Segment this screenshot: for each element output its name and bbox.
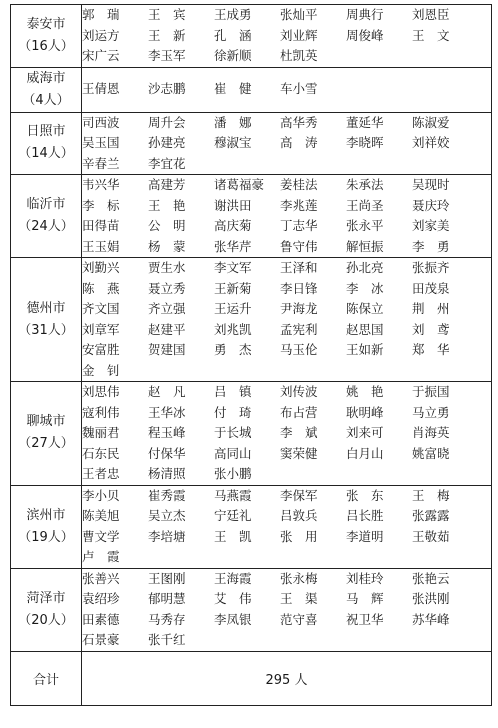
city-row xyxy=(11,5,492,68)
person-name: 张 用 xyxy=(280,528,318,544)
person-name: 董延华 xyxy=(346,114,384,130)
person-name: 金 钊 xyxy=(82,362,120,378)
person-name: 沙志鹏 xyxy=(148,81,186,97)
person-name: 穆淑宝 xyxy=(214,135,252,150)
person-name: 窦荣健 xyxy=(280,445,318,461)
person-name: 司西波 xyxy=(82,114,120,130)
person-name: 王倩恩 xyxy=(82,81,120,97)
city-row xyxy=(11,67,492,112)
city-label-cell xyxy=(11,258,82,382)
person-name: 聂立秀 xyxy=(148,280,186,296)
city-name: 菏泽市 xyxy=(26,590,66,606)
city-name: 聊城市 xyxy=(26,414,66,430)
person-name: 寇利伟 xyxy=(82,404,120,420)
name-grid xyxy=(82,486,491,568)
person-name: 白月山 xyxy=(346,445,384,461)
person-name: 卢 霞 xyxy=(82,549,120,564)
person-name: 杜凯英 xyxy=(280,48,318,63)
person-name: 李 冰 xyxy=(346,280,384,296)
person-name: 王尚圣 xyxy=(346,197,384,213)
person-name: 张善兴 xyxy=(82,570,120,586)
person-name: 徐新顺 xyxy=(214,48,252,63)
person-name: 吴现时 xyxy=(412,177,450,192)
person-name: 陈 燕 xyxy=(82,280,120,296)
person-name: 于长城 xyxy=(214,425,252,440)
person-name: 车小雪 xyxy=(280,81,318,97)
person-name: 李 斌 xyxy=(280,425,318,440)
person-name: 李玉军 xyxy=(148,48,186,63)
person-name: 赵思国 xyxy=(346,321,384,337)
person-name: 李保军 xyxy=(280,487,318,503)
person-name: 于振国 xyxy=(412,384,450,399)
person-name: 尹海龙 xyxy=(280,301,318,316)
person-name: 齐立强 xyxy=(148,301,186,316)
name-grid xyxy=(82,569,491,651)
person-name: 范守喜 xyxy=(280,611,318,627)
person-name: 李文军 xyxy=(214,260,252,275)
person-name: 宁廷礼 xyxy=(214,508,252,523)
person-name: 李道明 xyxy=(346,528,384,544)
person-name: 孙建亮 xyxy=(148,135,186,150)
person-name: 张小鹏 xyxy=(214,466,252,481)
person-name: 荆 州 xyxy=(412,301,450,316)
person-name: 李宜花 xyxy=(148,155,186,171)
person-name: 田素德 xyxy=(82,611,120,627)
person-name: 张振齐 xyxy=(412,260,450,275)
person-name: 郁明慧 xyxy=(148,591,186,606)
person-name: 崔秀霞 xyxy=(148,487,186,503)
city-count: （27人） xyxy=(18,436,74,452)
person-name: 刘恩臣 xyxy=(412,7,450,22)
city-name: 威海市 xyxy=(26,70,66,86)
city-names-cell xyxy=(82,112,492,175)
person-name: 王 梅 xyxy=(412,487,450,503)
person-name: 潘 娜 xyxy=(214,114,252,130)
city-label-cell xyxy=(11,112,82,175)
city-name: 日照市 xyxy=(26,124,66,140)
name-grid xyxy=(82,79,491,100)
person-name: 李晓晖 xyxy=(346,135,384,150)
name-grid xyxy=(82,113,491,175)
total-value: 295 人 xyxy=(82,651,492,705)
person-name: 王者忠 xyxy=(82,466,120,481)
person-name: 马立勇 xyxy=(412,404,450,420)
person-name: 李凤银 xyxy=(214,611,252,627)
person-name: 付 琦 xyxy=(214,404,252,420)
person-name: 田得苗 xyxy=(82,218,120,233)
city-names-cell xyxy=(82,382,492,486)
city-name: 德州市 xyxy=(26,300,66,316)
person-name: 宋广云 xyxy=(82,48,120,63)
person-name: 公 明 xyxy=(148,218,186,233)
person-name: 吴玉国 xyxy=(82,135,120,150)
city-label-cell xyxy=(11,382,82,486)
city-name: 泰安市 xyxy=(26,16,66,32)
person-name: 张华芹 xyxy=(214,238,252,254)
person-name: 周俊峰 xyxy=(346,27,384,43)
city-label-cell xyxy=(11,67,82,112)
person-name: 耿明峰 xyxy=(346,404,384,420)
person-name: 张千红 xyxy=(148,632,186,647)
person-name: 辛春兰 xyxy=(82,155,120,171)
city-names-cell xyxy=(82,258,492,382)
person-name: 石东民 xyxy=(82,445,120,461)
city-label-cell xyxy=(11,175,82,258)
city-names-cell xyxy=(82,175,492,258)
person-name: 王 文 xyxy=(412,27,450,43)
name-grid xyxy=(82,175,491,257)
person-name: 陈保立 xyxy=(346,301,384,316)
person-name: 吴立杰 xyxy=(148,508,186,523)
roster-table xyxy=(10,4,492,706)
person-name: 姜桂法 xyxy=(280,177,318,192)
person-name: 贺建国 xyxy=(148,342,186,357)
city-count: （31人） xyxy=(18,322,74,338)
city-row xyxy=(11,258,492,382)
city-row xyxy=(11,112,492,175)
person-name: 马 辉 xyxy=(346,591,384,606)
person-name: 赵 凡 xyxy=(148,384,186,399)
person-name: 诸葛福豪 xyxy=(214,177,265,192)
person-name: 刘业辉 xyxy=(280,27,318,43)
city-count: （24人） xyxy=(18,219,74,234)
person-name: 王 宾 xyxy=(148,7,186,22)
person-name: 周升会 xyxy=(148,114,186,130)
person-name: 田茂泉 xyxy=(412,280,450,296)
person-name: 聂庆玲 xyxy=(412,197,450,213)
person-name: 张永平 xyxy=(346,218,384,233)
person-name: 张灿平 xyxy=(280,7,318,22)
person-name: 刘勤兴 xyxy=(82,260,120,275)
person-name: 刘来可 xyxy=(346,425,384,440)
person-name: 孟宪利 xyxy=(280,321,318,337)
city-names-cell xyxy=(82,5,492,68)
city-names-cell xyxy=(82,67,492,112)
city-row xyxy=(11,485,492,568)
person-name: 贾生水 xyxy=(148,260,186,275)
person-name: 付保华 xyxy=(148,445,186,461)
person-name: 吕敦兵 xyxy=(280,508,318,523)
person-name: 王 渠 xyxy=(280,591,318,606)
person-name: 王华冰 xyxy=(148,404,186,420)
city-label-cell xyxy=(11,5,82,68)
city-count: （14人） xyxy=(18,146,74,162)
person-name: 姚 艳 xyxy=(346,384,384,399)
person-name: 刘祥姣 xyxy=(412,135,450,150)
person-name: 刘运方 xyxy=(82,27,120,43)
person-name: 吕长胜 xyxy=(346,508,384,523)
person-name: 陈美旭 xyxy=(82,508,120,523)
person-name: 朱承法 xyxy=(346,177,384,192)
person-name: 袁绍珍 xyxy=(82,591,120,606)
person-name: 王如新 xyxy=(346,342,384,357)
person-name: 刘传波 xyxy=(280,384,318,399)
person-name: 郑 华 xyxy=(412,342,450,357)
city-names-cell xyxy=(82,568,492,651)
name-grid xyxy=(82,382,491,485)
person-name: 王运升 xyxy=(214,301,252,316)
person-name: 马玉伦 xyxy=(280,342,318,357)
person-name: 刘家美 xyxy=(412,218,450,233)
city-count: （4人） xyxy=(22,92,70,108)
person-name: 张艳云 xyxy=(412,570,450,586)
name-grid xyxy=(82,5,491,67)
person-name: 王 凯 xyxy=(214,528,252,544)
person-name: 肖海英 xyxy=(412,425,450,440)
person-name: 马秀存 xyxy=(148,611,186,627)
person-name: 王成勇 xyxy=(214,7,252,22)
person-name: 曹文学 xyxy=(82,528,120,544)
total-label: 合计 xyxy=(11,651,82,705)
city-count: （16人） xyxy=(18,38,74,54)
person-name: 陈淑爱 xyxy=(412,114,450,130)
person-name: 李兆莲 xyxy=(280,197,318,213)
person-name: 高庆菊 xyxy=(214,218,252,233)
person-name: 刘桂玲 xyxy=(346,570,384,586)
person-name: 马燕霞 xyxy=(214,487,252,503)
person-name: 李 标 xyxy=(82,197,120,213)
person-name: 高 涛 xyxy=(280,135,318,150)
person-name: 王泽和 xyxy=(280,260,318,275)
total-row xyxy=(11,651,492,705)
person-name: 刘章军 xyxy=(82,321,120,337)
person-name: 李 勇 xyxy=(412,238,450,254)
city-row xyxy=(11,568,492,651)
person-name: 王图刚 xyxy=(148,570,186,586)
person-name: 勇 杰 xyxy=(214,342,252,357)
person-name: 姚富晓 xyxy=(412,445,450,461)
city-count: （20人） xyxy=(18,612,74,628)
person-name: 苏华峰 xyxy=(412,611,450,627)
person-name: 李小贝 xyxy=(82,487,120,503)
person-name: 祝卫华 xyxy=(346,611,384,627)
city-label-cell xyxy=(11,568,82,651)
person-name: 刘思伟 xyxy=(82,384,120,399)
person-name: 高同山 xyxy=(214,445,252,461)
person-name: 丁志华 xyxy=(280,218,318,233)
person-name: 李日锋 xyxy=(280,280,318,296)
person-name: 高建芳 xyxy=(148,177,186,192)
person-name: 高华秀 xyxy=(280,114,318,130)
city-row xyxy=(11,175,492,258)
person-name: 刘兆凯 xyxy=(214,321,252,337)
person-name: 孔 涵 xyxy=(214,27,252,43)
person-name: 张 东 xyxy=(346,487,384,503)
person-name: 杨清照 xyxy=(148,466,186,481)
person-name: 孙北亮 xyxy=(346,260,384,275)
person-name: 石景豪 xyxy=(82,632,120,647)
person-name: 韦兴华 xyxy=(82,177,120,192)
person-name: 王敬茹 xyxy=(412,528,450,544)
person-name: 王 艳 xyxy=(148,197,186,213)
city-name: 滨州市 xyxy=(26,507,66,523)
person-name: 崔 健 xyxy=(214,81,252,97)
city-label-cell xyxy=(11,485,82,568)
person-name: 张洪刚 xyxy=(412,591,450,606)
name-grid xyxy=(82,258,491,381)
person-name: 鲁守伟 xyxy=(280,238,318,254)
roster-body xyxy=(11,5,492,706)
person-name: 郭 瑞 xyxy=(82,7,120,22)
city-count: （19人） xyxy=(18,529,74,545)
person-name: 艾 伟 xyxy=(214,591,252,606)
person-name: 魏丽君 xyxy=(82,425,120,440)
person-name: 张露露 xyxy=(412,508,450,523)
person-name: 王海霞 xyxy=(214,570,252,586)
person-name: 刘 鸢 xyxy=(412,321,450,337)
person-name: 赵建平 xyxy=(148,321,186,337)
person-name: 齐文国 xyxy=(82,301,120,316)
person-name: 李培塘 xyxy=(148,528,186,544)
person-name: 吕 镇 xyxy=(214,384,252,399)
person-name: 王玉娟 xyxy=(82,238,120,254)
person-name: 解恒振 xyxy=(346,238,384,254)
person-name: 周典行 xyxy=(346,7,384,22)
city-name: 临沂市 xyxy=(26,197,66,212)
person-name: 王新菊 xyxy=(214,280,252,296)
person-name: 王 新 xyxy=(148,27,186,43)
person-name: 布占营 xyxy=(280,404,318,420)
person-name: 张永梅 xyxy=(280,570,318,586)
person-name: 谢洪田 xyxy=(214,197,252,213)
city-row xyxy=(11,382,492,486)
person-name: 程玉峰 xyxy=(148,425,186,440)
person-name: 安富胜 xyxy=(82,342,120,357)
city-names-cell xyxy=(82,485,492,568)
person-name: 杨 蒙 xyxy=(148,238,186,254)
